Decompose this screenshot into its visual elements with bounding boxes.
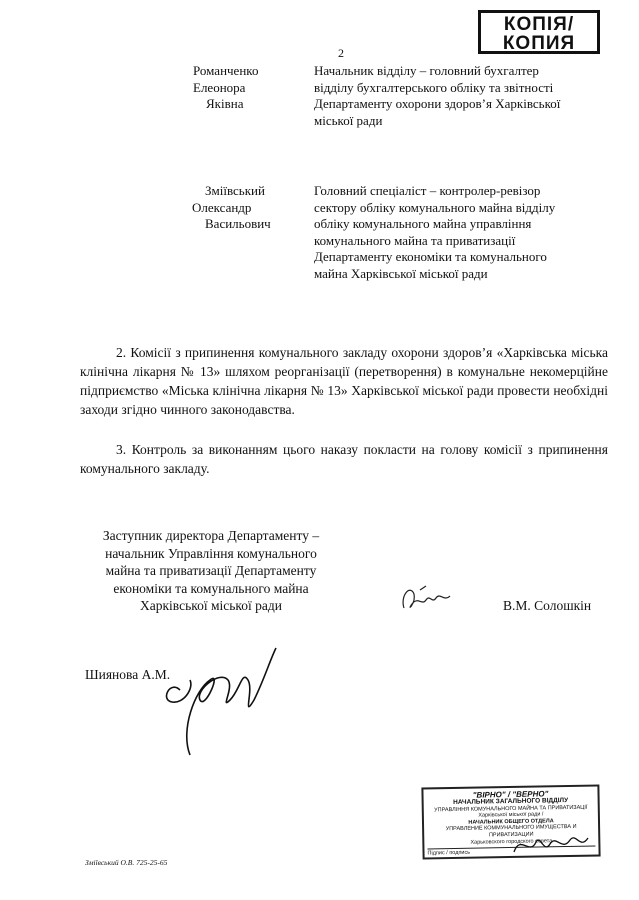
verified-stamp-line: НАЧАЛЬНИК ЗАГАЛЬНОГО ВІДДІЛУ: [453, 796, 569, 807]
position-line: Департаменту економіки та комунального: [314, 249, 547, 264]
verified-stamp-line: УПРАВЛЕНИЕ КОММУНАЛЬНОГО ИМУЩЕСТВА И ПРИВАТИЗАЦИИ: [445, 824, 577, 839]
copy-stamp-line2: КОПИЯ: [502, 33, 576, 54]
member-position: [314, 63, 601, 129]
copy-stamp: [478, 10, 600, 54]
position-line: сектору обліку комунального майна відділу: [314, 199, 556, 215]
position-line: Головний спеціаліст – контролер-ревізор: [314, 183, 541, 198]
executor-name: Шиянова А.М.: [85, 667, 171, 682]
verified-stamp-sign-label: Підпис / подпись: [427, 846, 595, 858]
signatory-title-line: Заступник директора Департаменту –: [102, 528, 320, 543]
verified-stamp-line: Харьковского городского совета: [470, 837, 553, 846]
signatory-title-line: економіки та комунального майна: [113, 580, 309, 596]
position-line: Начальник відділу – головний бухгалтер: [314, 63, 539, 78]
position-line: комунального майна та приватизації: [314, 232, 516, 248]
position-line: відділу бухгалтерського обліку та звітності: [314, 79, 554, 95]
position-line: обліку комунального майна управління: [314, 216, 532, 231]
signatory-title-line: начальник Управління комунального: [105, 545, 317, 561]
paragraph-2: 2. Комісії з припинення комунального закладу охорони здоров’я «Харківська міська клінічна лікарня № 13» шляхом реорганізації (перетворення) в комунальне некомерційне підприємство «Міська клінічна лікарня № 13» Харківської міської ради провести необхідні заходи згідно чинного законодавства.: [80, 345, 608, 417]
verified-stamp-line: НАЧАЛЬНИК ОБЩЕГО ОТДЕЛА: [468, 818, 554, 826]
signer-name: В.М. Солошкін: [503, 598, 592, 613]
executor-signature: [150, 640, 280, 760]
copy-stamp-line1: КОПІЯ/: [503, 14, 575, 35]
signatory-title-line: майна та приватизації Департаменту: [105, 563, 317, 578]
member-name: [193, 63, 258, 113]
verified-stamp-line: УПРАВЛІННЯ КОМУНАЛЬНОГО МАЙНА ТА ПРИВАТИЗАЦІЇ: [434, 804, 588, 813]
position-line: Департаменту охорони здоров’я Харківської: [314, 96, 561, 111]
member-first-name: Елеонора: [193, 79, 246, 95]
verified-stamp-header: "ВІРНО" / "ВЕРНО": [472, 789, 549, 800]
stamp-signature: [510, 830, 590, 860]
member-position: [314, 183, 601, 282]
member-patronymic: Васильович: [205, 216, 271, 231]
signatory-title-line: Харківської міської ради: [139, 598, 283, 613]
member-name: [192, 183, 271, 233]
member-surname: Зміївський: [205, 183, 265, 198]
paragraph-3: 3. Контроль за виконанням цього наказу покласти на голову комісії з припинення комунального закладу.: [80, 442, 608, 476]
member-first-name: Олександр: [192, 199, 252, 215]
contact-footnote: Зміївський О.В. 725-25-65: [85, 858, 168, 867]
verified-stamp-line: Харківської міської ради /: [478, 811, 544, 819]
member-surname: Романченко: [193, 63, 259, 78]
page-number: 2: [338, 46, 344, 60]
director-signature: [396, 578, 456, 618]
member-patronymic: Яківна: [206, 96, 244, 111]
position-line: майна Харківської міської ради: [314, 265, 488, 281]
position-line: міської ради: [314, 112, 383, 128]
signatory-title: [86, 527, 336, 615]
